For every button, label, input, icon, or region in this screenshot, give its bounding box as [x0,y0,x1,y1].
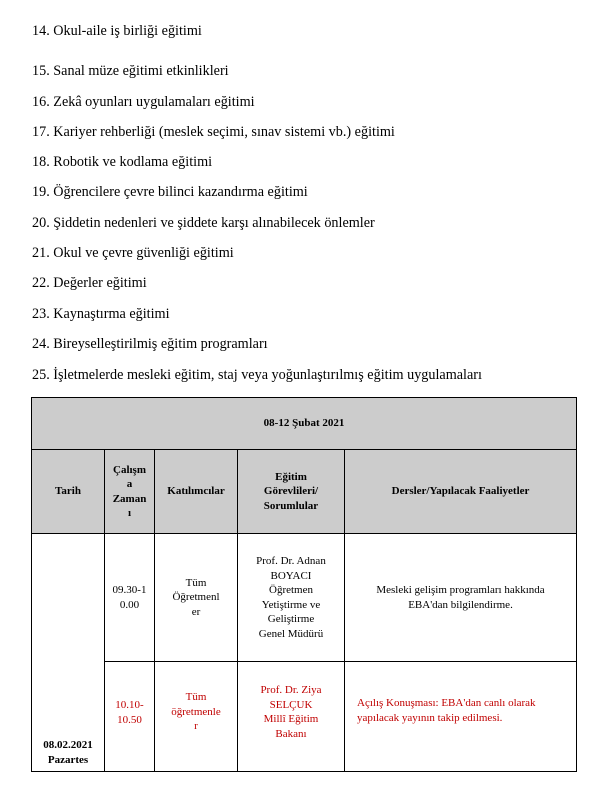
cell-line: Prof. Dr. Adnan [256,555,326,567]
participants-cell [155,534,238,662]
cell-line: BOYACI [270,569,312,582]
list-item: 14. Okul-aile iş birliği eğitimi [32,23,202,39]
header-staff [238,450,345,534]
list-item: 18. Robotik ve kodlama eğitimi [32,154,213,170]
table-row [32,662,577,772]
header-date: Tarih [32,450,105,534]
header-text-line: Zaman [112,492,147,505]
table-title-row [32,398,577,450]
date-cell [32,534,105,772]
cell-line: Tüm [185,691,207,703]
cell-line: EBA'dan bilgilendirme. [408,598,513,611]
staff-cell [238,662,345,772]
list-item: 20. Şiddetin nedenleri ve şiddete karşı alınabilecek önlemler [32,215,375,231]
cell-line: Prof. Dr. Ziya [260,684,322,696]
list-item: 19. Öğrencilere çevre bilinci kazandırma eğitimi [32,184,308,200]
list-item: 22. Değerler eğitimi [32,275,147,291]
list-item: 15. Sanal müze eğitimi etkinlikleri [32,63,229,79]
cell-line: 0.00 [119,598,140,611]
list-item: 17. Kariyer rehberliği (meslek seçimi, sınav sistemi vb.) eğitimi [32,124,395,140]
schedule-table [31,397,577,772]
time-cell [105,534,155,662]
list-item: 25. İşletmelerde mesleki eğitim, staj veya yoğunlaştırılmış eğitim uygulamaları [32,367,482,383]
cell-line: öğretmenle [171,705,221,718]
header-activities: Dersler/Yapılacak Faaliyetler [345,450,577,534]
cell-line: 10.50 [117,713,142,726]
header-participants: Katılımcılar [155,450,238,534]
activity-cell [345,662,577,772]
date-line: 08.02.2021 [43,739,93,751]
cell-line: Açılış Konuşması: EBA'dan canlı olarak [357,697,536,709]
cell-line: 09.30-1 [112,584,147,596]
participants-cell [155,662,238,772]
cell-line: yapılacak yayının takip edilmesi. [357,711,503,724]
activity-cell [345,534,577,662]
cell-line: er [191,605,201,618]
table-title: 08-12 Şubat 2021 [32,398,577,450]
list-item: 16. Zekâ oyunları uygulamaları eğitimi [32,94,255,110]
cell-line: Tüm [185,576,207,589]
header-text-line: a [126,478,133,490]
staff-cell [238,534,345,662]
time-cell [105,662,155,772]
cell-line: Geliştirme [267,613,315,625]
cell-line: Öğretmen [269,584,313,596]
cell-line: Bakanı [275,727,307,740]
header-time [105,450,155,534]
cell-line: 10.10- [115,699,144,711]
list-item: 23. Kaynaştırma eğitimi [32,306,170,322]
date-line: Pazartes [47,753,89,766]
table-row [32,534,577,662]
table-header-row [32,450,577,534]
header-text-line: Görevlileri/ [263,485,319,498]
header-text-line: Çalışm [113,463,146,476]
cell-line: Yetiştirme ve [261,598,321,611]
cell-line: Öğretmenl [172,591,220,604]
header-text-line: ı [127,507,132,519]
cell-line: SELÇUK [269,698,313,711]
header-text-line: Sorumlular [263,499,319,512]
cell-line: Genel Müdürü [258,627,324,640]
header-text-line: Eğitim [275,470,307,483]
list-item: 24. Bireyselleştirilmiş eğitim programları [32,336,268,352]
cell-line: Millî Eğitim [263,713,319,725]
list-item: 21. Okul ve çevre güvenliği eğitimi [32,245,234,261]
cell-line: r [194,720,198,732]
cell-line: Mesleki gelişim programları hakkında [376,584,545,596]
